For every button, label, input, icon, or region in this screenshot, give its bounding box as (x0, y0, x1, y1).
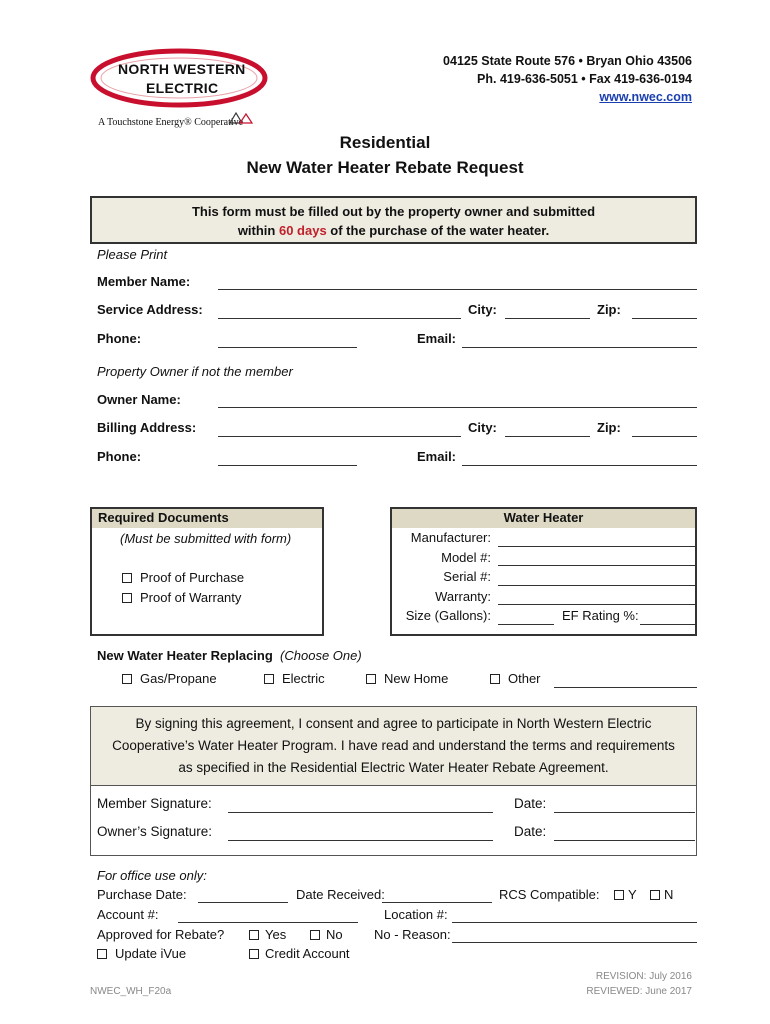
replacing-heading (97, 648, 362, 664)
manufacturer-field[interactable] (498, 546, 695, 547)
date-received-field[interactable] (382, 902, 492, 903)
size-label: Size (Gallons): (405, 608, 491, 623)
member-email-label: Email: (417, 331, 457, 346)
rcs-no-option[interactable] (650, 887, 673, 903)
ef-rating-field[interactable] (640, 624, 695, 625)
notice-line2 (92, 221, 695, 240)
water-heater-title: Water Heater (392, 509, 695, 528)
approved-no-option[interactable] (310, 927, 343, 943)
manufacturer-label: Manufacturer: (410, 530, 491, 545)
option-other-label: Other (508, 671, 541, 686)
member-name-field[interactable] (218, 289, 697, 290)
rcs-yes-option[interactable] (614, 887, 637, 903)
checkbox-icon[interactable] (650, 890, 660, 900)
office-use-title: For office use only: (97, 868, 207, 883)
member-signature-field[interactable] (228, 812, 493, 813)
billing-address-field[interactable] (218, 436, 461, 437)
billing-address-label: Billing Address: (97, 420, 197, 435)
nwec-logo (88, 48, 270, 130)
service-address-field[interactable] (218, 318, 461, 319)
owner-email-field[interactable] (462, 465, 697, 466)
no-reason-label: No - Reason: (374, 927, 451, 942)
owner-date-label: Date: (514, 824, 547, 839)
revision-date: REVISION: July 2016 (595, 971, 692, 982)
option-gas-propane[interactable] (122, 671, 217, 687)
approved-yes-label: Yes (265, 927, 287, 942)
owner-zip-label: Zip: (597, 420, 621, 435)
notice-deadline: 60 days (278, 223, 327, 238)
approved-rebate-label: Approved for Rebate? (97, 927, 225, 942)
checkbox-icon[interactable] (614, 890, 624, 900)
please-print-note: Please Print (97, 247, 168, 262)
member-phone-field[interactable] (218, 347, 357, 348)
account-field[interactable] (178, 922, 358, 923)
purchase-date-field[interactable] (198, 902, 288, 903)
model-field[interactable] (498, 565, 695, 566)
ef-rating-label: EF Rating %: (562, 608, 639, 623)
option-gas-propane-label: Gas/Propane (140, 671, 217, 686)
property-owner-note: Property Owner if not the member (97, 364, 293, 379)
member-phone-label: Phone: (97, 331, 142, 346)
date-received-label: Date Received: (296, 887, 385, 902)
approved-no-label: No (326, 927, 343, 942)
owner-signature-field[interactable] (228, 840, 493, 841)
account-label: Account #: (97, 907, 159, 922)
checkbox-icon[interactable] (97, 949, 107, 959)
required-documents-title: Required Documents (92, 509, 322, 528)
member-name-label: Member Name: (97, 274, 191, 289)
location-field[interactable] (452, 922, 697, 923)
required-documents-subtitle: (Must be submitted with form) (120, 531, 292, 546)
doc-proof-of-purchase[interactable] (122, 570, 244, 586)
replacing-title: New Water Heater Replacing (97, 648, 273, 663)
option-new-home[interactable] (366, 671, 448, 687)
form-title-line1: Residential (339, 133, 431, 152)
checkbox-icon[interactable] (249, 949, 259, 959)
update-ivue-label: Update iVue (115, 946, 187, 961)
touchstone-icon (228, 111, 256, 125)
credit-account-label: Credit Account (265, 946, 350, 961)
rcs-compatible-label: RCS Compatible: (499, 887, 600, 902)
checkbox-icon[interactable] (264, 674, 274, 684)
option-electric-label: Electric (282, 671, 325, 686)
checkbox-icon[interactable] (249, 930, 259, 940)
member-signature-label: Member Signature: (97, 796, 212, 811)
checkbox-icon[interactable] (490, 674, 500, 684)
checkbox-icon[interactable] (310, 930, 320, 940)
update-ivue-option[interactable] (97, 946, 186, 962)
owner-email-label: Email: (417, 449, 457, 464)
model-label: Model #: (441, 550, 491, 565)
checkbox-icon[interactable] (366, 674, 376, 684)
owner-city-field[interactable] (505, 436, 590, 437)
consent-line1: By signing this agreement, I consent and agree to participate in North Western Electric (135, 716, 652, 731)
size-field[interactable] (498, 624, 554, 625)
consent-box (90, 706, 697, 786)
form-code: NWEC_WH_F20a (90, 986, 172, 997)
notice-line2-pre: within (237, 223, 279, 238)
contact-phone-fax: Ph. 419-636-5051 • Fax 419-636-0194 (477, 72, 692, 86)
approved-yes-option[interactable] (249, 927, 286, 943)
member-zip-field[interactable] (632, 318, 697, 319)
warranty-label: Warranty: (435, 589, 491, 604)
consent-line2: Cooperative’s Water Heater Program. I have read and understand the terms and requirements (112, 738, 675, 753)
checkbox-icon[interactable] (122, 573, 132, 583)
required-documents-panel (90, 507, 324, 636)
owner-signature-label: Owner’s Signature: (97, 824, 213, 839)
form-title-line2: New Water Heater Rebate Request (246, 158, 524, 177)
owner-date-field[interactable] (554, 840, 695, 841)
notice-line2-post: of the purchase of the water heater. (326, 223, 550, 238)
replacing-hint: (Choose One) (280, 648, 362, 663)
contact-address: 04125 State Route 576 • Bryan Ohio 43506 (443, 54, 692, 68)
purchase-date-label: Purchase Date: (97, 887, 187, 902)
member-date-field[interactable] (554, 812, 695, 813)
contact-website[interactable]: www.nwec.com (599, 90, 692, 104)
owner-phone-field[interactable] (218, 465, 357, 466)
serial-label: Serial #: (443, 569, 491, 584)
doc-proof-of-warranty[interactable] (122, 590, 241, 606)
member-city-field[interactable] (505, 318, 590, 319)
member-email-field[interactable] (462, 347, 697, 348)
option-new-home-label: New Home (384, 671, 449, 686)
reviewed-date: REVIEWED: June 2017 (586, 986, 692, 997)
owner-city-label: City: (468, 420, 497, 435)
doc-proof-of-purchase-label: Proof of Purchase (140, 570, 245, 585)
doc-proof-of-warranty-label: Proof of Warranty (140, 590, 242, 605)
checkbox-icon[interactable] (122, 593, 132, 603)
no-reason-field[interactable] (452, 942, 697, 943)
checkbox-icon[interactable] (122, 674, 132, 684)
notice-box (90, 196, 697, 244)
credit-account-option[interactable] (249, 946, 350, 962)
other-specify-field[interactable] (554, 687, 697, 688)
service-address-label: Service Address: (97, 302, 203, 317)
notice-line1: This form must be filled out by the property owner and submitted (191, 204, 596, 219)
logo-line2: ELECTRIC (146, 80, 219, 96)
member-city-label: City: (468, 302, 497, 317)
logo-line1: NORTH WESTERN (118, 61, 246, 77)
rcs-yes-label: Y (628, 887, 637, 902)
location-label: Location #: (384, 907, 448, 922)
owner-name-field[interactable] (218, 407, 697, 408)
serial-field[interactable] (498, 585, 695, 586)
option-other[interactable] (490, 671, 541, 687)
option-electric[interactable] (264, 671, 325, 687)
rcs-no-label: N (664, 887, 674, 902)
warranty-field[interactable] (498, 604, 695, 605)
member-zip-label: Zip: (597, 302, 621, 317)
member-date-label: Date: (514, 796, 547, 811)
owner-zip-field[interactable] (632, 436, 697, 437)
owner-phone-label: Phone: (97, 449, 142, 464)
owner-name-label: Owner Name: (97, 392, 181, 407)
consent-line3: as specified in the Residential Electric Water Heater Rebate Agreement. (178, 760, 609, 775)
logo-tagline: A Touchstone Energy® Cooperative (98, 117, 244, 128)
